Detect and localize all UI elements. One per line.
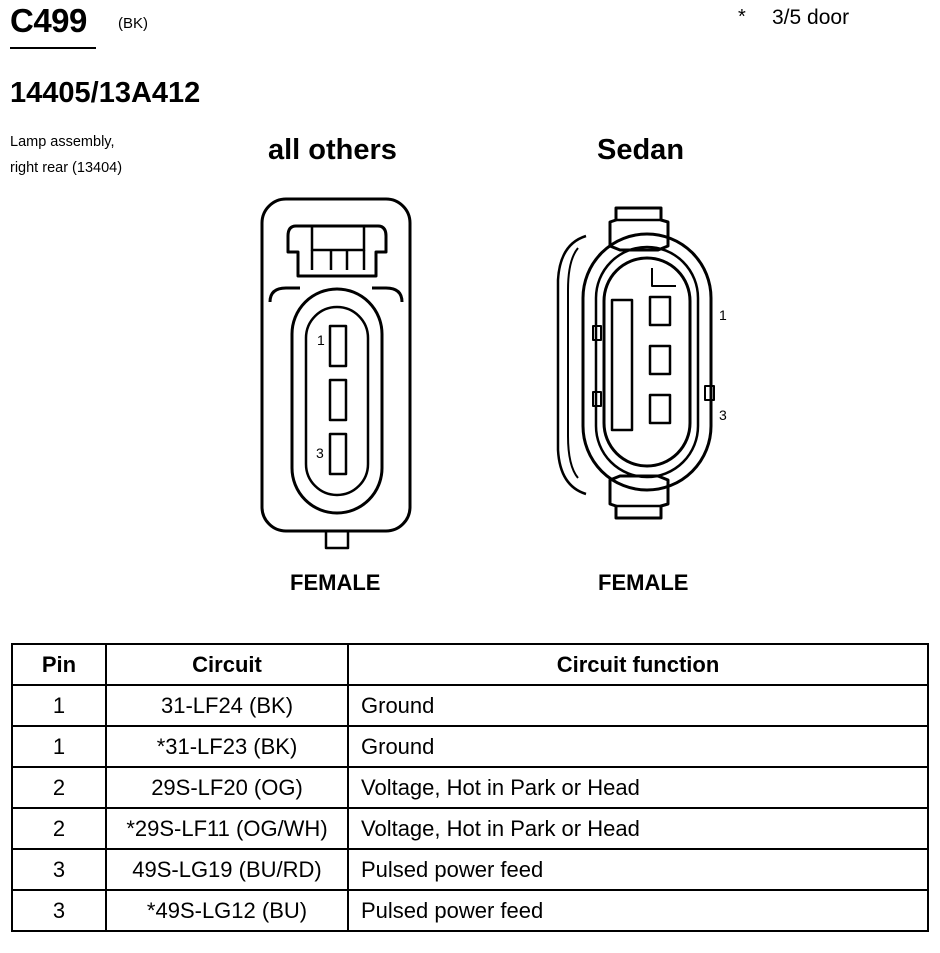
- connector-sedan-drawing: [558, 208, 714, 518]
- component-description-line1: Lamp assembly,: [10, 134, 115, 150]
- column-header-pin: Pin: [12, 644, 106, 685]
- connector-id: C499: [10, 2, 87, 39]
- note-text: 3/5 door: [772, 6, 850, 29]
- table-row: [12, 685, 928, 726]
- pin-circuit-table: [11, 643, 929, 932]
- pin-cell: 2: [12, 808, 106, 849]
- connector-all-others-drawing: [262, 199, 410, 548]
- pin-cell: 1: [12, 726, 106, 767]
- circuit-cell: 29S-LF20 (OG): [106, 767, 348, 808]
- connector-sedan-pin-label-3: 3: [719, 407, 727, 423]
- connector-color: (BK): [118, 15, 148, 32]
- gender-label-sedan: FEMALE: [598, 570, 689, 595]
- column-header-circuit: Circuit: [106, 644, 348, 685]
- circuit-cell: 31-LF24 (BK): [106, 685, 348, 726]
- connector-all-others-pin-label-3: 3: [316, 445, 324, 461]
- variant-title-sedan: Sedan: [597, 134, 685, 166]
- part-number: 14405/13A412: [10, 77, 201, 109]
- pin-cell: 3: [12, 849, 106, 890]
- pin-cell: 2: [12, 767, 106, 808]
- function-cell: Ground: [348, 726, 928, 767]
- function-cell: Ground: [348, 685, 928, 726]
- pin-cell: 3: [12, 890, 106, 931]
- function-cell: Voltage, Hot in Park or Head: [348, 808, 928, 849]
- variant-title-all-others: all others: [268, 134, 397, 166]
- function-cell: Voltage, Hot in Park or Head: [348, 767, 928, 808]
- table-header-row: [12, 644, 928, 685]
- pin-cell: 1: [12, 685, 106, 726]
- component-description-line2: right rear (13404): [10, 160, 123, 176]
- gender-label-all-others: FEMALE: [290, 570, 381, 595]
- table-row: [12, 849, 928, 890]
- circuit-cell: *29S-LF11 (OG/WH): [106, 808, 348, 849]
- note-symbol: *: [738, 6, 746, 28]
- table-row: [12, 890, 928, 931]
- table-row: [12, 767, 928, 808]
- table-row: [12, 726, 928, 767]
- circuit-cell: *31-LF23 (BK): [106, 726, 348, 767]
- column-header-circuit-function: Circuit function: [348, 644, 928, 685]
- connector-all-others-pin-label-1: 1: [317, 332, 325, 348]
- table-row: [12, 808, 928, 849]
- circuit-cell: *49S-LG12 (BU): [106, 890, 348, 931]
- function-cell: Pulsed power feed: [348, 849, 928, 890]
- circuit-cell: 49S-LG19 (BU/RD): [106, 849, 348, 890]
- function-cell: Pulsed power feed: [348, 890, 928, 931]
- connector-sedan-pin-label-1: 1: [719, 307, 727, 323]
